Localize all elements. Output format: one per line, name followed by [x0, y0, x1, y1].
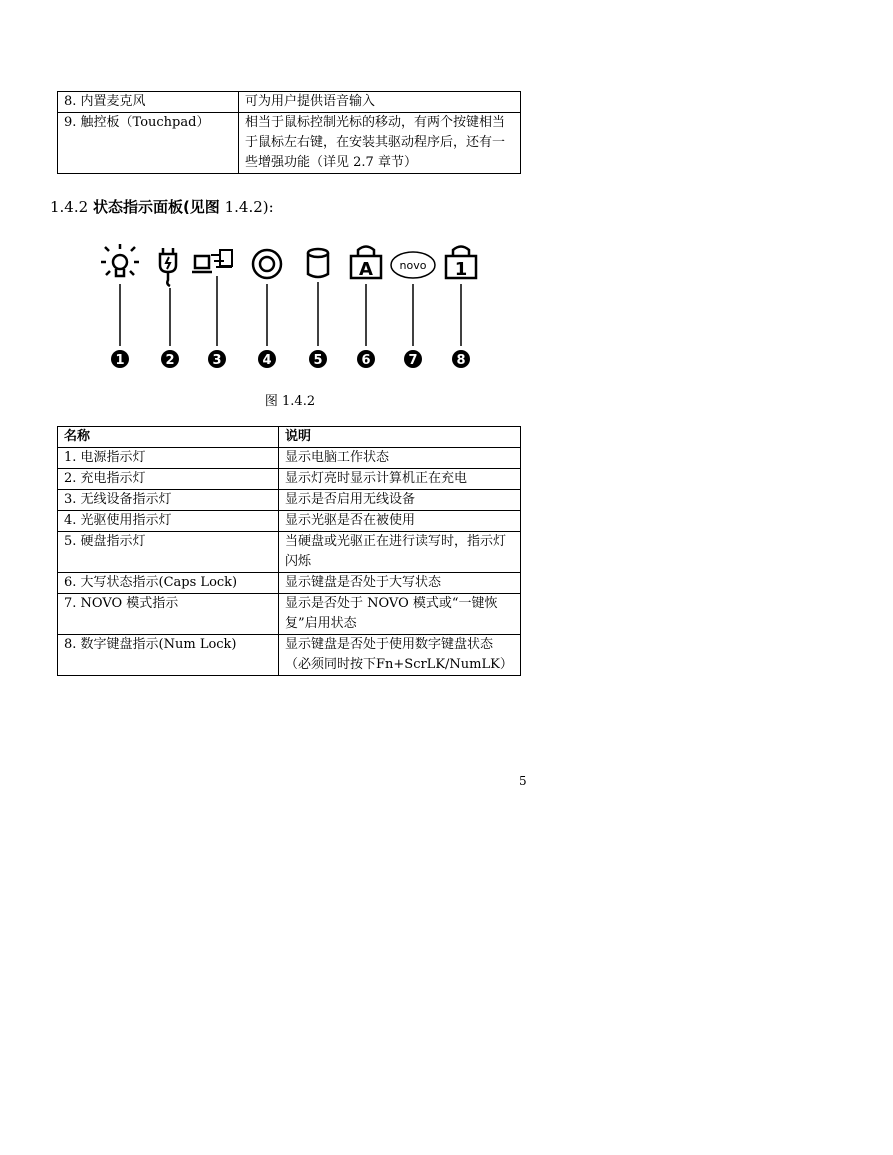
section-title: 状态指示面板(见图 — [92, 198, 220, 216]
table-row — [58, 594, 521, 635]
caps-lock-letter: A — [359, 259, 373, 280]
table-row — [58, 573, 521, 594]
indicator-name: 5. 硬盘指示灯 — [58, 532, 279, 573]
table-row — [58, 532, 521, 573]
table-row — [58, 511, 521, 532]
callout-number-8: 8 — [456, 353, 466, 368]
num-lock-digit: 1 — [454, 259, 468, 280]
callout-number-6: 6 — [361, 353, 371, 368]
disc-icon — [253, 250, 281, 278]
cylinder-hdd-icon — [308, 249, 328, 277]
table-row — [58, 469, 521, 490]
indicator-description: 显示键盘是否处于使用数字键盘状态（必须同时按下Fn+ScrLK/NumLK） — [279, 635, 521, 676]
callout-number-5: 5 — [313, 353, 323, 368]
figure-caption: 图 1.4.2 — [264, 394, 316, 409]
table-header-row — [58, 427, 521, 448]
power-plug-icon — [160, 248, 176, 286]
indicator-name: 3. 无线设备指示灯 — [58, 490, 279, 511]
indicator-description: 显示电脑工作状态 — [279, 448, 521, 469]
section-number: 1.4.2 — [50, 198, 89, 216]
feature-name: 8. 内置麦克风 — [58, 92, 239, 113]
feature-description: 可为用户提供语音输入 — [239, 92, 521, 113]
column-header-description: 说明 — [279, 427, 521, 448]
callout-number-4: 4 — [262, 353, 272, 368]
indicator-description: 当硬盘或光驱正在进行读写时，指示灯闪烁 — [279, 532, 521, 573]
table-row — [58, 635, 521, 676]
table-row — [58, 113, 521, 174]
callout-markers — [111, 350, 470, 368]
indicator-name: 2. 充电指示灯 — [58, 469, 279, 490]
status-panel-figure — [96, 240, 486, 372]
table-row — [58, 448, 521, 469]
indicator-name: 7. NOVO 模式指示 — [58, 594, 279, 635]
leader-lines — [120, 276, 461, 346]
light-bulb-icon — [101, 244, 139, 276]
novo-label: novo — [399, 259, 427, 272]
indicator-description: 显示光驱是否在被使用 — [279, 511, 521, 532]
indicator-name: 1. 电源指示灯 — [58, 448, 279, 469]
indicator-description: 显示是否启用无线设备 — [279, 490, 521, 511]
indicator-name: 6. 大写状态指示(Caps Lock) — [58, 573, 279, 594]
indicator-description: 显示灯亮时显示计算机正在充电 — [279, 469, 521, 490]
page-number: 5 — [519, 774, 527, 788]
table-row — [58, 92, 521, 113]
column-header-name: 名称 — [58, 427, 279, 448]
indicator-name: 8. 数字键盘指示(Num Lock) — [58, 635, 279, 676]
callout-number-7: 7 — [408, 353, 418, 368]
feature-description: 相当于鼠标控制光标的移动，有两个按键相当于鼠标左右键，在安装其驱动程序后，还有一些增强功能（详见 2.7 章节） — [239, 113, 521, 174]
feature-name: 9. 触控板（Touchpad） — [58, 113, 239, 174]
indicator-name: 4. 光驱使用指示灯 — [58, 511, 279, 532]
indicator-description: 显示键盘是否处于大写状态 — [279, 573, 521, 594]
callout-number-2: 2 — [165, 353, 175, 368]
wireless-computer-icon — [192, 250, 232, 272]
feature-table — [57, 91, 521, 174]
section-figure-ref: 1.4.2): — [224, 198, 274, 216]
section-heading — [50, 196, 274, 217]
table-row — [58, 490, 521, 511]
indicator-description: 显示是否处于 NOVO 模式或“一键恢复”启用状态 — [279, 594, 521, 635]
callout-number-1: 1 — [115, 353, 125, 368]
callout-number-3: 3 — [212, 353, 222, 368]
indicator-table — [57, 426, 521, 676]
